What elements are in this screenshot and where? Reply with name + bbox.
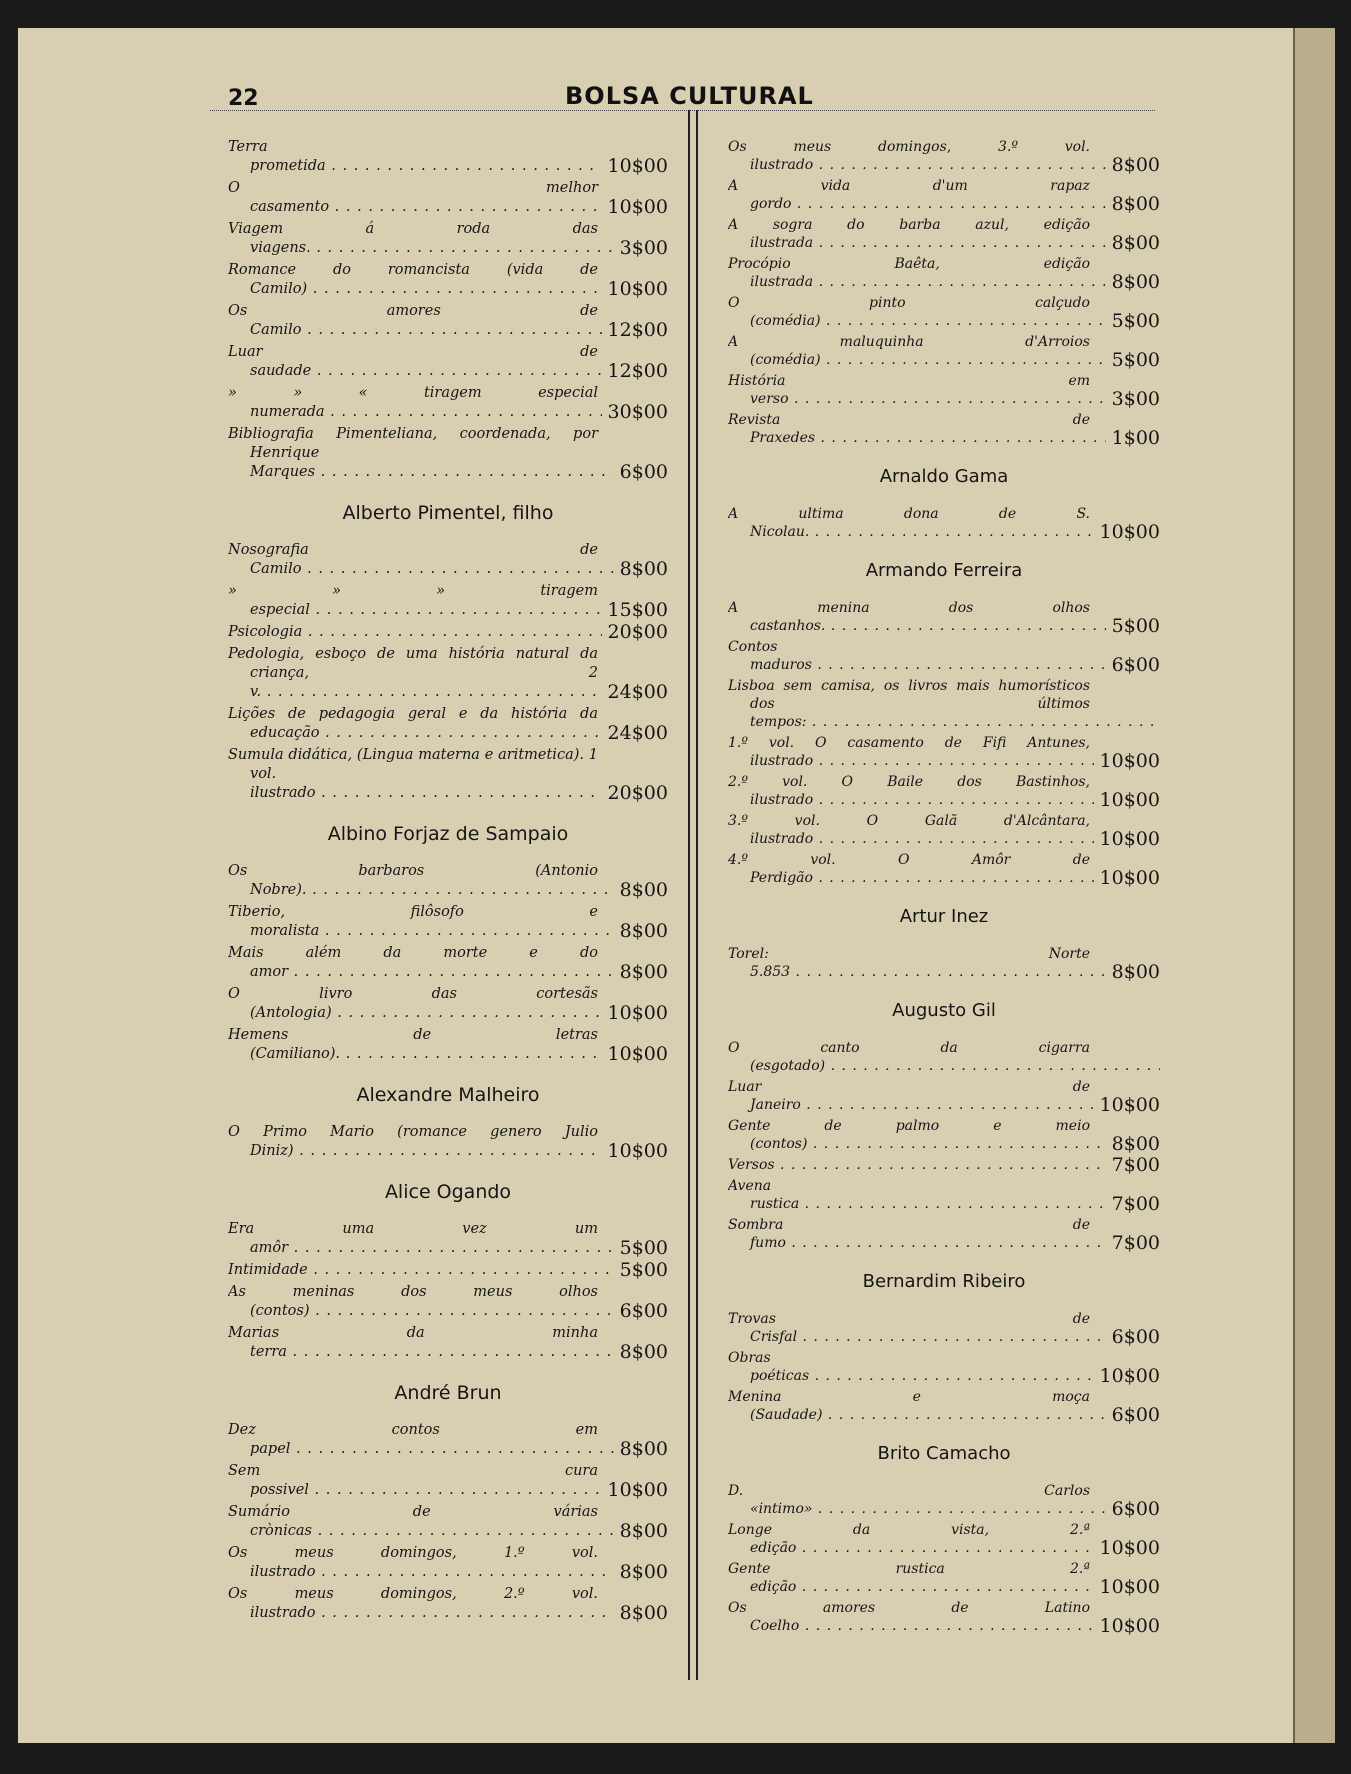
book-title: História em verso . . . — [728, 372, 1160, 408]
book-title: Nosografia de Camilo . . . — [228, 541, 668, 579]
book-title: 3.º vol. O Galã d'Alcântara, ilustrado . . . — [728, 812, 1160, 848]
right-column — [728, 138, 1160, 1638]
book-title: A vida d'um rapaz gordo . . . — [728, 177, 1160, 213]
book-price: 6$00 — [1106, 1406, 1160, 1424]
book-entry — [728, 372, 1160, 408]
author-heading: Augusto Gil — [892, 1000, 996, 1021]
book-entry — [728, 333, 1160, 369]
book-title: Contos maduros . . . — [728, 638, 1160, 674]
book-title: Psicologia . . . — [228, 623, 668, 642]
book-title: Longe da vista, 2.ª edição . . . — [728, 1521, 1160, 1557]
book-title: A sogra do barba azul, edição ilustrada . . . — [728, 216, 1160, 252]
author-heading: André Brun — [394, 1382, 502, 1404]
book-price: 8$00 — [614, 560, 668, 579]
book-entry — [728, 773, 1160, 809]
page-header — [210, 80, 1155, 111]
book-title: O canto da cigarra (esgotado) . . . — [728, 1039, 1160, 1075]
book-price: 24$00 — [602, 683, 668, 702]
book-entry — [728, 505, 1160, 541]
book-title: Lições de pedagogia geral e da história da educação . . . — [228, 705, 668, 743]
book-price: 10$00 — [1094, 1617, 1160, 1635]
book-entry — [728, 851, 1160, 887]
book-title: A menina dos olhos castanhos. . . . — [728, 599, 1160, 635]
book-entry — [728, 677, 1160, 731]
book-price: 10$00 — [1094, 830, 1160, 848]
book-entry — [728, 1216, 1160, 1252]
book-title: A maluquinha d'Arroios (comédia) . . . — [728, 333, 1160, 369]
book-entry — [728, 294, 1160, 330]
book-price: 1$00 — [1106, 429, 1160, 447]
page-title: BOLSA CULTURAL — [565, 82, 814, 110]
book-price: 10$00 — [602, 1045, 668, 1064]
book-title: O melhor casamento . . . — [228, 179, 668, 217]
page-number: 22 — [228, 86, 259, 111]
book-entry — [728, 945, 1160, 981]
book-price: 10$00 — [1094, 523, 1160, 541]
book-title: Dez contos em papel . . . — [228, 1421, 668, 1459]
book-entry — [728, 1039, 1160, 1075]
book-entry — [228, 582, 668, 620]
book-price: 5$00 — [614, 1239, 668, 1258]
book-entry — [228, 903, 668, 941]
book-entry — [228, 261, 668, 299]
author-heading: Artur Inez — [899, 906, 989, 927]
book-title: Tiberio, filôsofo e moralista . . . — [228, 903, 668, 941]
book-entry — [728, 177, 1160, 213]
book-title: Os meus domingos, 2.º vol. ilustrado . . . — [228, 1585, 668, 1623]
book-title: » » « tiragem especial numerada . . . — [228, 384, 668, 422]
book-title: Trovas de Crisfal . . . — [728, 1310, 1160, 1346]
book-entry — [228, 1324, 668, 1362]
book-entry — [228, 1503, 668, 1541]
book-title: Menina e moça (Saudade) . . . — [728, 1388, 1160, 1424]
book-entry — [728, 638, 1160, 674]
book-entry — [228, 645, 668, 702]
book-title: Terra prometida . . . — [228, 138, 668, 176]
book-price: 8$00 — [614, 922, 668, 941]
book-price: 10$00 — [1094, 752, 1160, 770]
book-price: 5$00 — [614, 1261, 668, 1280]
book-entry — [228, 1123, 668, 1161]
author-heading: Albino Forjaz de Sampaio — [327, 823, 569, 845]
book-price: 30$00 — [602, 403, 668, 422]
book-entry — [228, 862, 668, 900]
book-title: Romance do romancista (vida de Camilo) . . . — [228, 261, 668, 299]
book-price: 8$00 — [614, 881, 668, 900]
book-entry — [728, 1117, 1160, 1153]
book-title: Revista de Praxedes . . . — [728, 411, 1160, 447]
book-entry — [228, 1026, 668, 1064]
book-entry — [728, 138, 1160, 174]
book-entry — [228, 179, 668, 217]
author-heading: Armando Ferreira — [865, 560, 1023, 581]
book-price: 10$00 — [1094, 791, 1160, 809]
book-title: Luar de Janeiro . . . — [728, 1078, 1160, 1114]
book-title: Sumula didática, (Lingua materna e aritmetica). 1 vol. ilustrado . . . — [228, 746, 668, 803]
book-entry — [228, 1261, 668, 1280]
book-price: 12$00 — [602, 321, 668, 340]
book-title: 4.º vol. O Amôr de Perdigão . . . — [728, 851, 1160, 887]
book-price: 8$00 — [614, 1440, 668, 1459]
book-title: Procópio Baêta, edição ilustrada . . . — [728, 255, 1160, 291]
left-column — [228, 138, 668, 1626]
book-price: 24$00 — [602, 724, 668, 743]
book-price: 10$00 — [602, 1142, 668, 1161]
book-price: 10$00 — [1094, 1539, 1160, 1557]
book-price: 8$00 — [614, 1604, 668, 1623]
book-title: Marias da minha terra . . . — [228, 1324, 668, 1362]
book-price: 10$00 — [602, 198, 668, 217]
author-heading: Arnaldo Gama — [879, 466, 1009, 487]
book-price: 7$00 — [1106, 1234, 1160, 1252]
book-price: 6$00 — [1106, 1328, 1160, 1346]
book-title: 1.º vol. O casamento de Fifi Antunes, ilustrado . . . — [728, 734, 1160, 770]
book-entry — [728, 216, 1160, 252]
book-title: Sumário de várias crònicas . . . — [228, 1503, 668, 1541]
author-heading: Alberto Pimentel, filho — [342, 502, 554, 524]
book-entry — [228, 1585, 668, 1623]
book-entry — [228, 1421, 668, 1459]
book-entry — [728, 1156, 1160, 1174]
book-title: Sem cura possivel . . . — [228, 1462, 668, 1500]
book-entry — [228, 138, 668, 176]
book-title: A ultima dona de S. Nicolau. . . . — [728, 505, 1160, 541]
book-title: Mais além da morte e do amor . . . — [228, 944, 668, 982]
book-title: Os meus domingos, 3.º vol. ilustrado . . . — [728, 138, 1160, 174]
book-entry — [728, 1482, 1160, 1518]
book-entry — [728, 599, 1160, 635]
book-price: 7$00 — [1106, 1156, 1160, 1174]
book-title: » » » tiragem especial . . . — [228, 582, 668, 620]
book-price: 20$00 — [602, 784, 668, 803]
book-title: Era uma vez um amôr . . . — [228, 1220, 668, 1258]
book-price: 20$00 — [602, 623, 668, 642]
book-entry — [228, 1283, 668, 1321]
book-title: Versos . . . — [728, 1156, 1160, 1174]
book-price: 8$00 — [1106, 195, 1160, 213]
book-title: O Primo Mario (romance genero Julio Diniz) . . . — [228, 1123, 668, 1161]
book-title: Gente de palmo e meio (contos) . . . — [728, 1117, 1160, 1153]
book-entry — [728, 255, 1160, 291]
book-price: 10$00 — [1094, 869, 1160, 887]
book-title: Intimidade . . . — [228, 1261, 668, 1280]
book-title: O pinto calçudo (comédia) . . . — [728, 294, 1160, 330]
author-heading: Alexandre Malheiro — [356, 1084, 540, 1106]
book-price: 8$00 — [1106, 156, 1160, 174]
book-price: 6$00 — [1106, 656, 1160, 674]
book-title: 2.º vol. O Baile dos Bastinhos, ilustrado . . . — [728, 773, 1160, 809]
author-heading: Alice Ogando — [384, 1181, 512, 1203]
author-heading: Bernardim Ribeiro — [862, 1271, 1026, 1292]
book-price: 15$00 — [602, 601, 668, 620]
book-title: Gente rustica 2.ª edição . . . — [728, 1560, 1160, 1596]
book-title: Bibliografia Pimenteliana, coordenada, por Henrique Marques . . . — [228, 425, 668, 482]
book-title: O livro das cortesãs (Antologia) . . . — [228, 985, 668, 1023]
book-price: 3$00 — [1106, 390, 1160, 408]
column-divider — [688, 110, 698, 1680]
book-title: D. Carlos «intimo» . . . — [728, 1482, 1160, 1518]
book-price: 5$00 — [1106, 351, 1160, 369]
book-title: Os amores de Camilo . . . — [228, 302, 668, 340]
book-entry — [728, 1521, 1160, 1557]
book-price: 12$00 — [602, 362, 668, 381]
book-title: Avena rustica . . . — [728, 1177, 1160, 1213]
book-price: 6$00 — [614, 1302, 668, 1321]
book-title: Os meus domingos, 1.º vol. ilustrado . . . — [228, 1544, 668, 1582]
book-title: Hemens de letras (Camiliano). . . . — [228, 1026, 668, 1064]
book-price: 5$00 — [1106, 312, 1160, 330]
book-price: 6$00 — [614, 463, 668, 482]
book-entry — [228, 343, 668, 381]
book-entry — [228, 425, 668, 482]
book-price: 10$00 — [1094, 1367, 1160, 1385]
book-title: Pedologia, esboço de uma história natural da criança, 2 v. . . . — [228, 645, 668, 702]
book-title: Viagem á roda das viagens. . . . — [228, 220, 668, 258]
book-title: Os amores de Latino Coelho . . . — [728, 1599, 1160, 1635]
book-entry — [228, 541, 668, 579]
book-price: 10$00 — [1094, 1578, 1160, 1596]
book-price: 8$00 — [1106, 1135, 1160, 1153]
book-entry — [728, 1599, 1160, 1635]
book-price: 8$00 — [614, 963, 668, 982]
next-page-edge — [1293, 28, 1335, 1743]
book-entry — [228, 1462, 668, 1500]
book-price: 8$00 — [614, 1522, 668, 1541]
book-entry — [228, 985, 668, 1023]
book-entry — [728, 1310, 1160, 1346]
book-entry — [228, 302, 668, 340]
book-title: Lisboa sem camisa, os livros mais humorísticos dos últimos tempos: . . . — [728, 677, 1160, 731]
book-entry — [728, 1349, 1160, 1385]
book-entry — [728, 1388, 1160, 1424]
book-entry — [728, 734, 1160, 770]
book-entry — [228, 1220, 668, 1258]
book-price: 10$00 — [1094, 1096, 1160, 1114]
book-price: 8$00 — [1106, 963, 1160, 981]
book-title: Obras poéticas . . . — [728, 1349, 1160, 1385]
book-price: 10$00 — [602, 280, 668, 299]
book-entry — [228, 220, 668, 258]
book-entry — [728, 812, 1160, 848]
book-price: 8$00 — [614, 1343, 668, 1362]
book-price: 10$00 — [602, 1481, 668, 1500]
book-price: 7$00 — [1106, 1195, 1160, 1213]
book-price: 6$00 — [1106, 1500, 1160, 1518]
book-title: Torel: Norte 5.853 . . . — [728, 945, 1160, 981]
book-entry — [228, 1544, 668, 1582]
book-title: Sombra de fumo . . . — [728, 1216, 1160, 1252]
book-entry — [228, 623, 668, 642]
book-price: 10$00 — [602, 1004, 668, 1023]
book-price: 3$00 — [614, 239, 668, 258]
book-price: 10$00 — [602, 157, 668, 176]
book-entry — [228, 746, 668, 803]
book-price: 8$00 — [1106, 273, 1160, 291]
book-entry — [228, 944, 668, 982]
book-price: 8$00 — [1106, 234, 1160, 252]
book-entry — [728, 1560, 1160, 1596]
book-entry — [728, 1078, 1160, 1114]
book-entry — [728, 411, 1160, 447]
book-title: Os barbaros (Antonio Nobre). . . . — [228, 862, 668, 900]
book-price: 5$00 — [1106, 617, 1160, 635]
book-entry — [228, 705, 668, 743]
book-title: As meninas dos meus olhos (contos) . . . — [228, 1283, 668, 1321]
book-entry — [228, 384, 668, 422]
author-heading: Brito Camacho — [877, 1443, 1011, 1464]
book-title: Luar de saudade . . . — [228, 343, 668, 381]
book-price: 8$00 — [614, 1563, 668, 1582]
book-entry — [728, 1177, 1160, 1213]
